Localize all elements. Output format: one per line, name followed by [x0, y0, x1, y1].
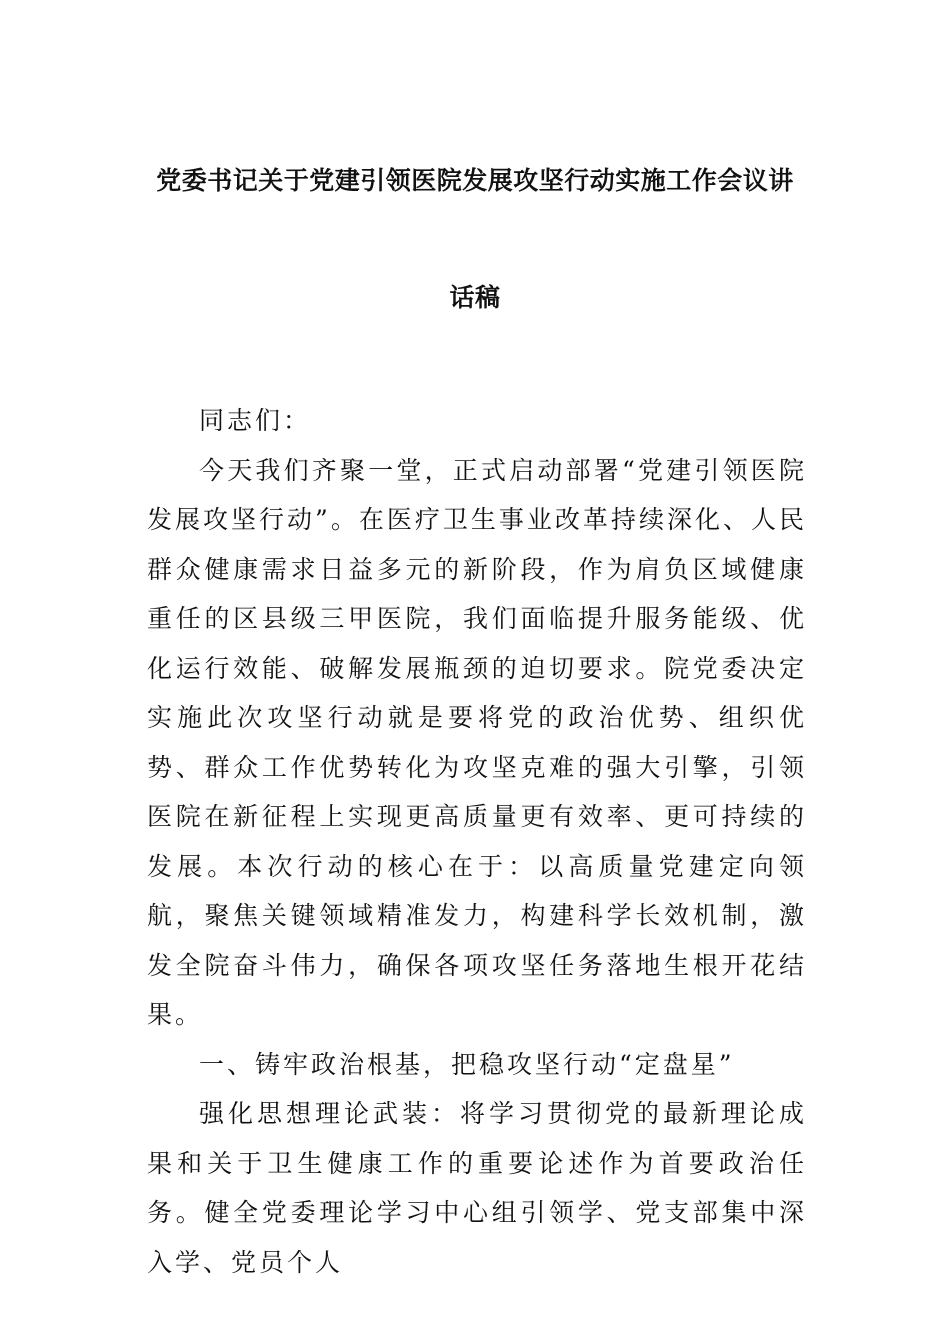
document-title-line-1: 党委书记关于党建引领医院发展攻坚行动实施工作会议讲 [156, 166, 794, 195]
document-title-line-2: 话稿 [449, 283, 501, 312]
section-1-heading: 一、铸牢政治根基，把稳攻坚行动“定盘星” [199, 1049, 735, 1079]
section-1-paragraph: 强化思想理论武装：将学习贯彻党的最新理论成果和关于卫生健康工作的重要论述作为首要政治任务。健全党委理论学习中心组引领学、党支部集中深入学、党员个人 [147, 1099, 807, 1277]
document-body [147, 396, 807, 1287]
salutation: 同志们： [199, 406, 312, 435]
intro-paragraph: 今天我们齐聚一堂，正式启动部署“党建引领医院发展攻坚行动”。在医疗卫生事业改革持续深化、人民群众健康需求日益多元的新阶段，作为肩负区域健康重任的区县级三甲医院，我们面临提升服务能级、优化运行效能、破解发展瓶颈的迫切要求。院党委决定实施此次攻坚行动就是要将党的政治优势、组织优势、群众工作优势转化为攻坚克难的强大引擎，引领医院在新征程上实现更高质量更有效率、更可持续的发展。本次行动的核心在于：以高质量党建定向领航，聚焦关键领域精准发力，构建科学长效机制，激发全院奋斗伟力，确保各项攻坚任务落地生根开花结果。 [147, 455, 807, 1029]
